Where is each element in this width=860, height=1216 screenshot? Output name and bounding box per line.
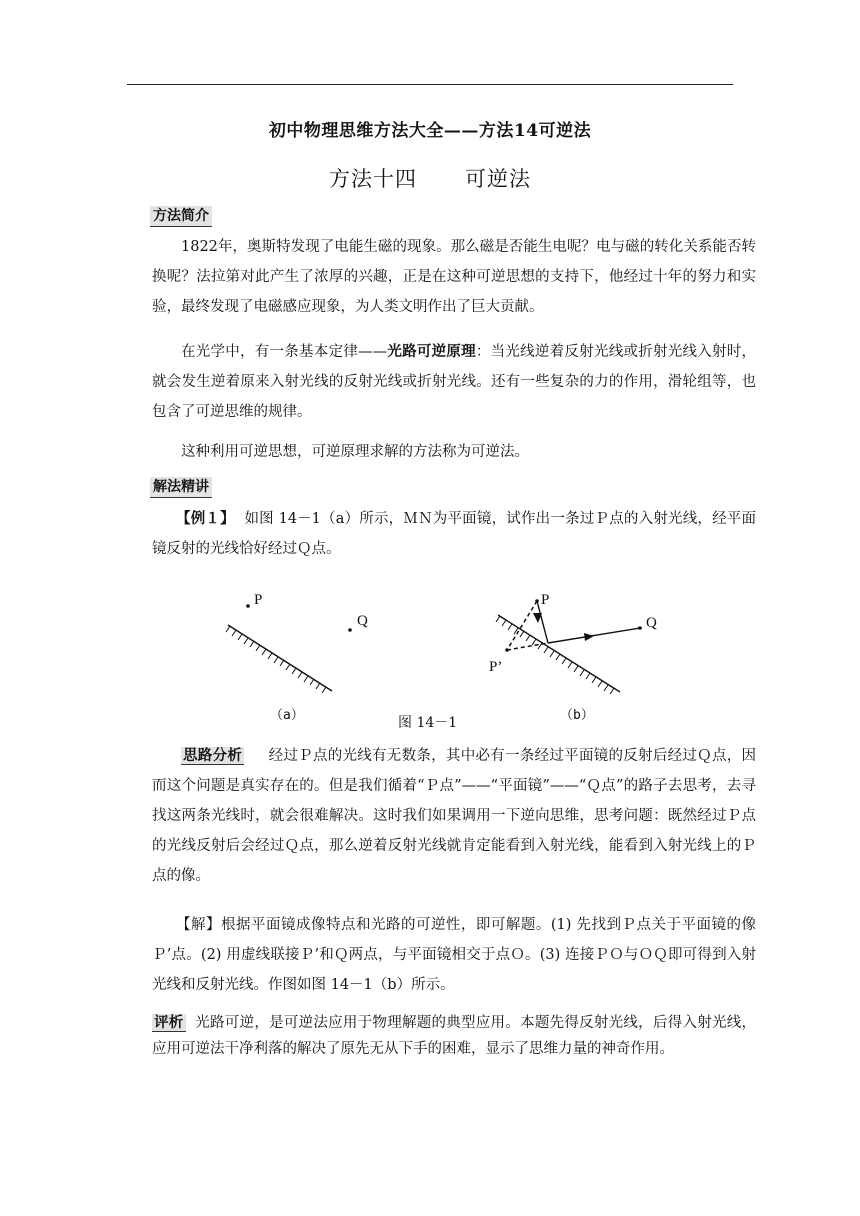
method-name: 可逆法 bbox=[465, 167, 531, 191]
point-p bbox=[246, 604, 250, 608]
example-label: 【例１】 bbox=[176, 510, 235, 527]
section-tag-solution: 解法精讲 bbox=[150, 477, 212, 498]
intro-p2-text-a: 在光学中，有一条基本定律—— bbox=[181, 344, 388, 360]
intro-paragraph-1: 1822年，奥斯特发现了电能生磁的现象。那么磁是否能生电呢？电与磁的转化关系能否转换呢？法拉第对此产生了浓厚的兴趣，正是在这种可逆思想的支持下，他经过十年的努力和实验，最终发现了电磁感应现象，为人类文明作出了巨大贡献。 bbox=[152, 239, 756, 315]
header-rule bbox=[127, 84, 733, 85]
solution-paragraph bbox=[152, 910, 756, 1000]
mirror-hatching bbox=[226, 626, 326, 693]
analysis-tag: 思路分析 bbox=[183, 747, 243, 764]
image-dashed-line bbox=[507, 643, 548, 650]
analysis-text: 经过Ｐ点的光线有无数条，其中必有一条经过平面镜的反射后经过Ｑ点，因而这个问题是真实存在的。但是我们循着“Ｐ点”——“平面镜”——“Ｑ点”的路子去思考，去寻找这两条光线时，就会很难解决。这时我们如果调用一下逆向思维，思考问题：既然经过Ｐ点的光线反射后会经过Ｑ点，那么逆着反射光线就肯定能看到入射光线，能看到入射光线上的Ｐ点的像。 bbox=[152, 748, 757, 884]
figure-caption: 图 14－1 bbox=[398, 715, 458, 731]
analysis-paragraph bbox=[152, 741, 756, 891]
figure-a bbox=[220, 585, 360, 700]
comment-tag: 评析 bbox=[154, 1014, 184, 1031]
intro-paragraph-2 bbox=[152, 337, 756, 427]
solution-text: 根据平面镜成像特点和光路的可逆性，即可解题。(1) 先找到Ｐ点关于平面镜的像Ｐ’点。(2) 用虚线联接Ｐ’和Ｑ两点，与平面镜相交于点Ｏ。(3) 连接ＰＯ与ＯＱ即可得到入射光线和反射光线。作图如图 14－1（b）所示。 bbox=[152, 917, 757, 993]
incident-arrow bbox=[533, 613, 542, 623]
example-text: 如图 14－1（a）所示，ＭＮ为平面镜，试作出一条过Ｐ点的入射光线，经平面镜反射的光线恰好经过Ｑ点。 bbox=[152, 511, 757, 557]
label-p-prime: P’ bbox=[489, 659, 503, 675]
solution-label: 【解】 bbox=[176, 917, 221, 933]
reflected-arrow bbox=[584, 633, 594, 641]
label-p-b: P bbox=[541, 592, 550, 608]
comment-text: 光路可逆，是可逆法应用于物理解题的典型应用。本题先得反射光线，后得入射光线，应用可逆法干净利落的解决了原先无从下手的困难，显示了思维力量的神奇作用。 bbox=[152, 1015, 757, 1057]
point-q bbox=[348, 628, 352, 632]
document-title: 初中物理思维方法大全——方法14可逆法 bbox=[268, 121, 592, 141]
mirror-line bbox=[228, 625, 332, 691]
point-q-b bbox=[638, 626, 642, 630]
mirror-hatching-b bbox=[496, 616, 614, 694]
label-p: P bbox=[254, 592, 263, 608]
point-p-b bbox=[535, 599, 539, 603]
figure-b-label: （b） bbox=[560, 708, 594, 723]
figure-a-label: （a） bbox=[270, 708, 304, 723]
label-q-b: Q bbox=[646, 615, 657, 631]
reflected-ray bbox=[548, 628, 640, 643]
section-tag-intro: 方法简介 bbox=[150, 206, 212, 227]
comment-paragraph bbox=[152, 1010, 756, 1062]
example-1 bbox=[152, 504, 756, 564]
intro-p2-text-b: ：当光线逆着反射光线或折射光线入射时，就会发生逆着原来入射光线的反射光线或折射光线。还有一些复杂的力的作用，滑轮组等，也包含了可逆思维的规律。 bbox=[152, 344, 757, 420]
point-p-prime bbox=[505, 648, 509, 652]
mirror-line-b bbox=[498, 615, 620, 692]
method-title bbox=[0, 163, 860, 193]
figure-b bbox=[480, 585, 670, 700]
label-q-a: Q bbox=[357, 613, 368, 629]
method-number: 方法十四 bbox=[329, 167, 417, 191]
intro-paragraph-3: 这种利用可逆思想，可逆原理求解的方法称为可逆法。 bbox=[181, 444, 529, 460]
optical-reversibility-term: 光路可逆原理 bbox=[387, 343, 476, 360]
